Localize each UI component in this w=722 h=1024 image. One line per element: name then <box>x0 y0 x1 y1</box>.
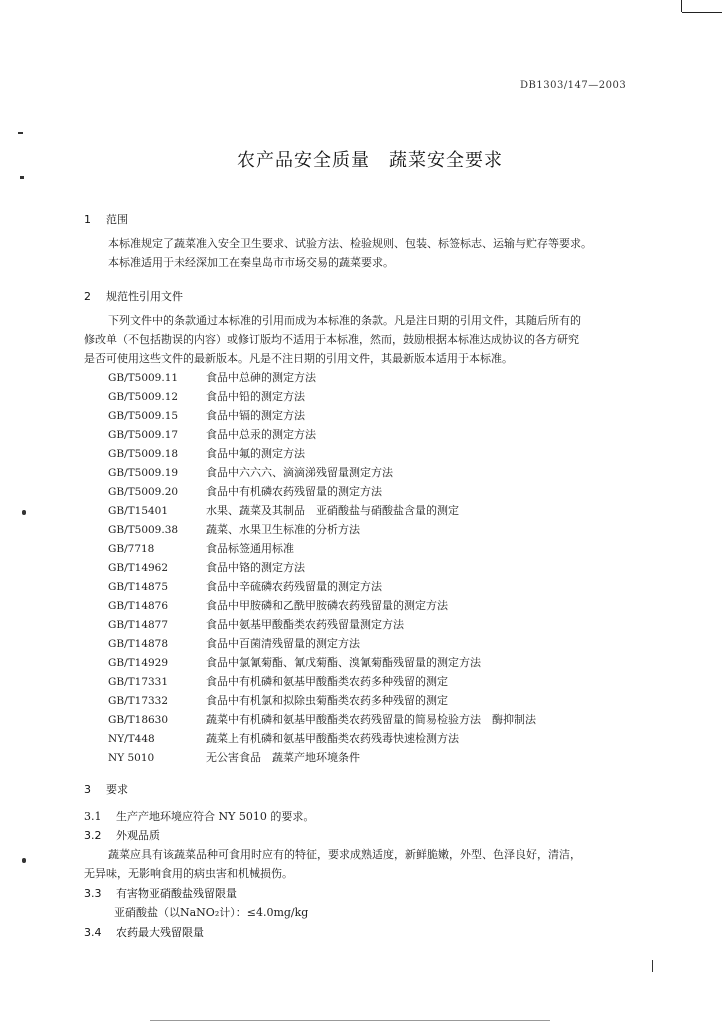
ref-code: NY/T448 <box>108 733 155 745</box>
ref-code: GB/T5009.20 <box>108 486 179 498</box>
subsection-number: 3.1 <box>84 810 102 823</box>
ref-code: GB/T17331 <box>108 676 169 688</box>
ref-title: 食品中氟的测定方法 <box>206 447 305 460</box>
ref-code: GB/T18630 <box>108 714 169 726</box>
ref-code: GB/T5009.17 <box>108 429 179 441</box>
ref-code: GB/T5009.19 <box>108 467 179 479</box>
list-item <box>108 407 668 426</box>
ref-title: 食品中六六六、滴滴涕残留量测定方法 <box>206 466 393 479</box>
subsection-number: 3.3 <box>84 887 102 900</box>
ref-code: GB/T15401 <box>108 505 169 517</box>
subsection-number: 3.4 <box>84 926 102 939</box>
list-item <box>108 578 668 597</box>
section-3-heading <box>84 781 128 797</box>
ref-title: 蔬菜上有机磷和氨基甲酸酯类农药残毒快速检测方法 <box>206 732 459 745</box>
scan-mark <box>22 858 26 863</box>
section-title: 范围 <box>106 213 128 226</box>
subsection-3-3-heading <box>84 885 237 901</box>
ref-code: GB/T14876 <box>108 600 169 612</box>
subsection-3-1 <box>84 808 314 824</box>
list-item <box>108 521 668 540</box>
ref-code: GB/T5009.38 <box>108 524 179 536</box>
ref-title: 食品中有机氯和拟除虫菊酯类农药多种残留的测定 <box>206 694 448 707</box>
ref-title: 食品中百菌清残留量的测定方法 <box>206 637 360 650</box>
list-item <box>108 616 668 635</box>
ref-title: 食品中铬的测定方法 <box>206 561 305 574</box>
scan-mark <box>652 960 653 972</box>
ref-code: GB/T17332 <box>108 695 169 707</box>
ref-title: 食品中总砷的测定方法 <box>206 371 316 384</box>
scan-corner-mark <box>682 0 722 13</box>
ref-code: GB/T14877 <box>108 619 169 631</box>
list-item <box>108 426 668 445</box>
appearance-paragraph <box>84 845 581 883</box>
list-item <box>108 445 668 464</box>
scope-line: 本标准适用于未经深加工在秦皇岛市市场交易的蔬菜要求。 <box>108 256 394 269</box>
scan-mark <box>22 510 26 515</box>
ref-title: 食品中有机磷农药残留量的测定方法 <box>206 485 382 498</box>
section-title: 要求 <box>106 783 128 796</box>
ref-title: 食品中氨基甲酸酯类农药残留量测定方法 <box>206 618 404 631</box>
list-item <box>108 635 668 654</box>
ref-title: 食品中镉的测定方法 <box>206 409 305 422</box>
ref-code: GB/T5009.18 <box>108 448 179 460</box>
ref-code: GB/T14878 <box>108 638 169 650</box>
list-item <box>108 597 668 616</box>
ref-title: 食品中有机磷和氨基甲酸酯类农药多种残留的测定 <box>206 675 448 688</box>
list-item <box>108 540 668 559</box>
section-2-heading <box>84 288 183 304</box>
document-title: 农产品安全质量 蔬菜安全要求 <box>237 150 503 171</box>
ref-title: 食品中铅的测定方法 <box>206 390 305 403</box>
list-item <box>108 673 668 692</box>
subsection-3-2-heading <box>84 827 160 843</box>
refs-intro-line: 下列文件中的条款通过本标准的引用而成为本标准的条款。凡是注日期的引用文件，其随后所有的 <box>108 314 581 327</box>
ref-code: GB/T5009.15 <box>108 410 179 422</box>
scope-line: 本标准规定了蔬菜准入安全卫生要求、试验方法、检验规则、包装、标签标志、运输与贮存等要求。 <box>108 237 592 250</box>
list-item <box>108 464 668 483</box>
subsection-title: 农药最大残留限量 <box>116 926 204 939</box>
list-item <box>108 730 668 749</box>
ref-title: 水果、蔬菜及其制品 亚硝酸盐与硝酸盐含量的测定 <box>206 504 459 517</box>
ref-code: GB/T5009.12 <box>108 391 179 403</box>
section-1-heading <box>84 211 128 227</box>
list-item <box>108 388 668 407</box>
reference-list <box>108 369 668 768</box>
ref-title: 食品中氯氰菊酯、氰戊菊酯、溴氰菊酯残留量的测定方法 <box>206 656 481 669</box>
refs-intro-paragraph <box>84 311 581 368</box>
scope-paragraph <box>108 234 592 272</box>
subsection-3-4-heading <box>84 924 204 940</box>
list-item <box>108 654 668 673</box>
list-item <box>108 502 668 521</box>
appearance-line: 蔬菜应具有该蔬菜品种可食用时应有的特征，要求成熟适度，新鲜脆嫩，外型、色泽良好，清洁， <box>108 848 581 861</box>
section-number: 3 <box>84 783 91 796</box>
refs-intro-line: 修改单（不包括勘误的内容）或修订版均不适用于本标准，然而，鼓励根据本标准达成协议的各方研究 <box>84 333 579 346</box>
section-title: 规范性引用文件 <box>106 290 183 303</box>
refs-intro-line: 是否可使用这些文件的最新版本。凡是不注日期的引用文件，其最新版本适用于本标准。 <box>84 352 513 365</box>
ref-title: 食品中甲胺磷和乙酰甲胺磷农药残留量的测定方法 <box>206 599 448 612</box>
appearance-line: 无异味，无影响食用的病虫害和机械损伤。 <box>84 867 293 880</box>
list-item <box>108 559 668 578</box>
scan-corner-mark-vertical <box>681 0 682 12</box>
list-item <box>108 692 668 711</box>
list-item <box>108 483 668 502</box>
scan-mark <box>18 132 23 134</box>
ref-code: GB/7718 <box>108 543 155 555</box>
document-number: DB1303/147—2003 <box>520 80 627 91</box>
section-number: 1 <box>84 213 91 226</box>
ref-code: GB/T14875 <box>108 581 169 593</box>
ref-title: 蔬菜、水果卫生标准的分析方法 <box>206 523 360 536</box>
ref-code: GB/T14962 <box>108 562 169 574</box>
section-number: 2 <box>84 290 91 303</box>
ref-title: 食品标签通用标准 <box>206 542 294 555</box>
list-item <box>108 369 668 388</box>
scan-edge-line <box>150 1020 550 1021</box>
list-item <box>108 749 668 768</box>
ref-title: 无公害食品 蔬菜产地环境条件 <box>206 751 360 764</box>
list-item <box>108 711 668 730</box>
ref-code: NY 5010 <box>108 752 155 764</box>
ref-title: 食品中辛硫磷农药残留量的测定方法 <box>206 580 382 593</box>
nitrite-limit: 亚硝酸盐（以NaNO₂计）：≤4.0mg/kg <box>114 906 309 919</box>
scan-mark <box>20 176 24 179</box>
ref-title: 蔬菜中有机磷和氨基甲酸酯类农药残留量的简易检验方法 酶抑制法 <box>206 713 536 726</box>
ref-code: GB/T5009.11 <box>108 372 179 384</box>
subsection-title: 外观品质 <box>116 829 160 842</box>
subsection-number: 3.2 <box>84 829 102 842</box>
ref-code: GB/T14929 <box>108 657 169 669</box>
subsection-text: 生产产地环境应符合 NY 5010 的要求。 <box>116 810 315 823</box>
subsection-title: 有害物亚硝酸盐残留限量 <box>116 887 237 900</box>
ref-title: 食品中总汞的测定方法 <box>206 428 316 441</box>
